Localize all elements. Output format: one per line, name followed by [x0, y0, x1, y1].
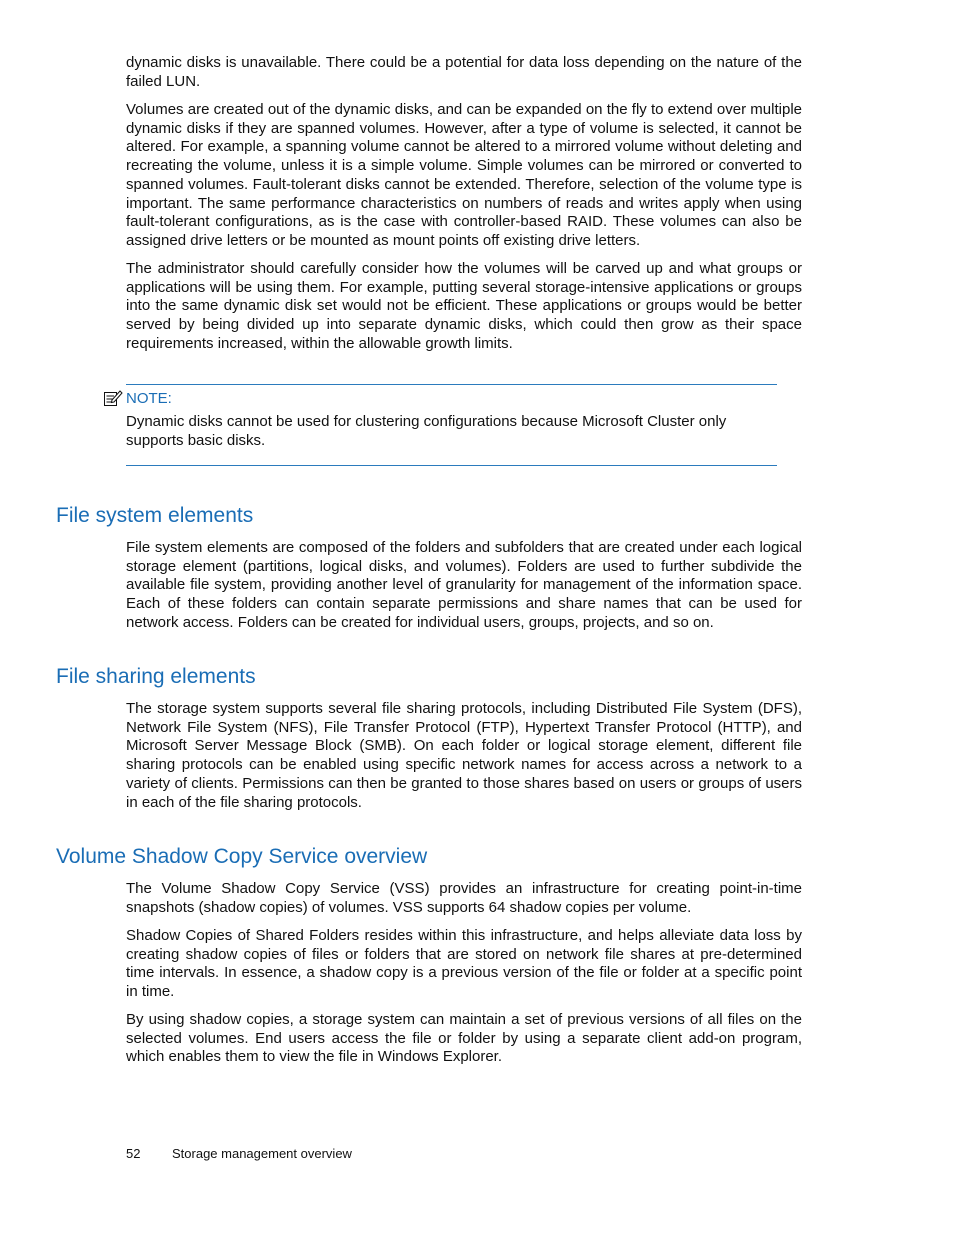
paragraph-vss-infrastructure: The Volume Shadow Copy Service (VSS) provides an infrastructure for creating point-in-time snapshots (shadow copies) of volumes. VSS supports 64 shadow copies per volume.	[126, 880, 802, 916]
paragraph-administrator-consider: The administrator should carefully consider how the volumes will be carved up and what groups or applications will be using them. For example, putting several storage-intensive applications or groups into the same dynamic disk set would not be efficient. These applications or groups would be better served by being divided up into separate dynamic disks, which could then grow as their space requirements increased, within the allowable growth limits.	[126, 260, 802, 352]
paragraph-shadow-copies-shared-folders: Shadow Copies of Shared Folders resides within this infrastructure, and helps alleviate data loss by creating shadow copies of files or folders that are stored on network file shares at pre-determined time intervals. In essence, a shadow copy is a previous version of the file or folder at a specific point in time.	[126, 927, 802, 1001]
page-number: 52	[126, 1146, 141, 1161]
footer-section-title: Storage management overview	[172, 1146, 352, 1161]
note-pencil-icon	[103, 389, 123, 407]
paragraph-volumes-created: Volumes are created out of the dynamic disks, and can be expanded on the fly to extend over multiple dynamic disks if they are spanned volumes. However, after a type of volume is selected, it cannot be altered. For example, a spanning volume cannot be altered to a mirrored volume without deleting and recreating the volume, unless it is a simple volume. Simple volumes can be mirrored or converted to spanned volumes. Fault-tolerant disks cannot be extended. Therefore, selection of the volume type is important. The same performance characteristics on numbers of reads and writes apply when using fault-tolerant configurations, as is the case with controller-based RAID. These volumes can also be assigned drive letters or be mounted as mount points off existing drive letters.	[126, 101, 802, 249]
note-text: Dynamic disks cannot be used for clustering configurations because Microsoft Cluster only supports basic disks.	[126, 413, 727, 449]
note-label: NOTE:	[126, 389, 172, 407]
paragraph-using-shadow-copies: By using shadow copies, a storage system can maintain a set of previous versions of all files on the selected volumes. End users access the file or folder by using a separate client add-on program, which enables them to view the file in Windows Explorer.	[126, 1011, 802, 1066]
page-footer	[126, 1145, 352, 1163]
note-header	[103, 388, 172, 408]
note-bottom-rule	[126, 465, 777, 466]
paragraph-file-system-elements: File system elements are composed of the folders and subfolders that are created under each logical storage element (partitions, logical disks, and volumes). Folders are used to further subdivide the available file system, providing another level of granularity for management of the information space. Each of these folders can contain separate permissions and share names that can be used for network access. Folders can be created for individual users, groups, projects, and so on.	[126, 539, 802, 631]
heading-volume-shadow-copy-service: Volume Shadow Copy Service overview	[56, 845, 428, 868]
paragraph-dynamic-disks-unavailable: dynamic disks is unavailable. There could be a potential for data loss depending on the nature of the failed LUN.	[126, 54, 802, 90]
heading-file-system-elements: File system elements	[56, 504, 254, 527]
note-top-rule	[126, 384, 777, 385]
paragraph-file-sharing-elements: The storage system supports several file sharing protocols, including Distributed File System (DFS), Network File System (NFS), File Transfer Protocol (FTP), Hypertext Transfer Protocol (HTTP), and Microsoft Server Message Block (SMB). On each folder or logical storage element, different file sharing protocols can be enabled using specific network names for access across a network to a variety of clients. Permissions can then be granted to those shares based on users or groups of users in each of the file sharing protocols.	[126, 700, 802, 811]
heading-file-sharing-elements: File sharing elements	[56, 665, 256, 688]
